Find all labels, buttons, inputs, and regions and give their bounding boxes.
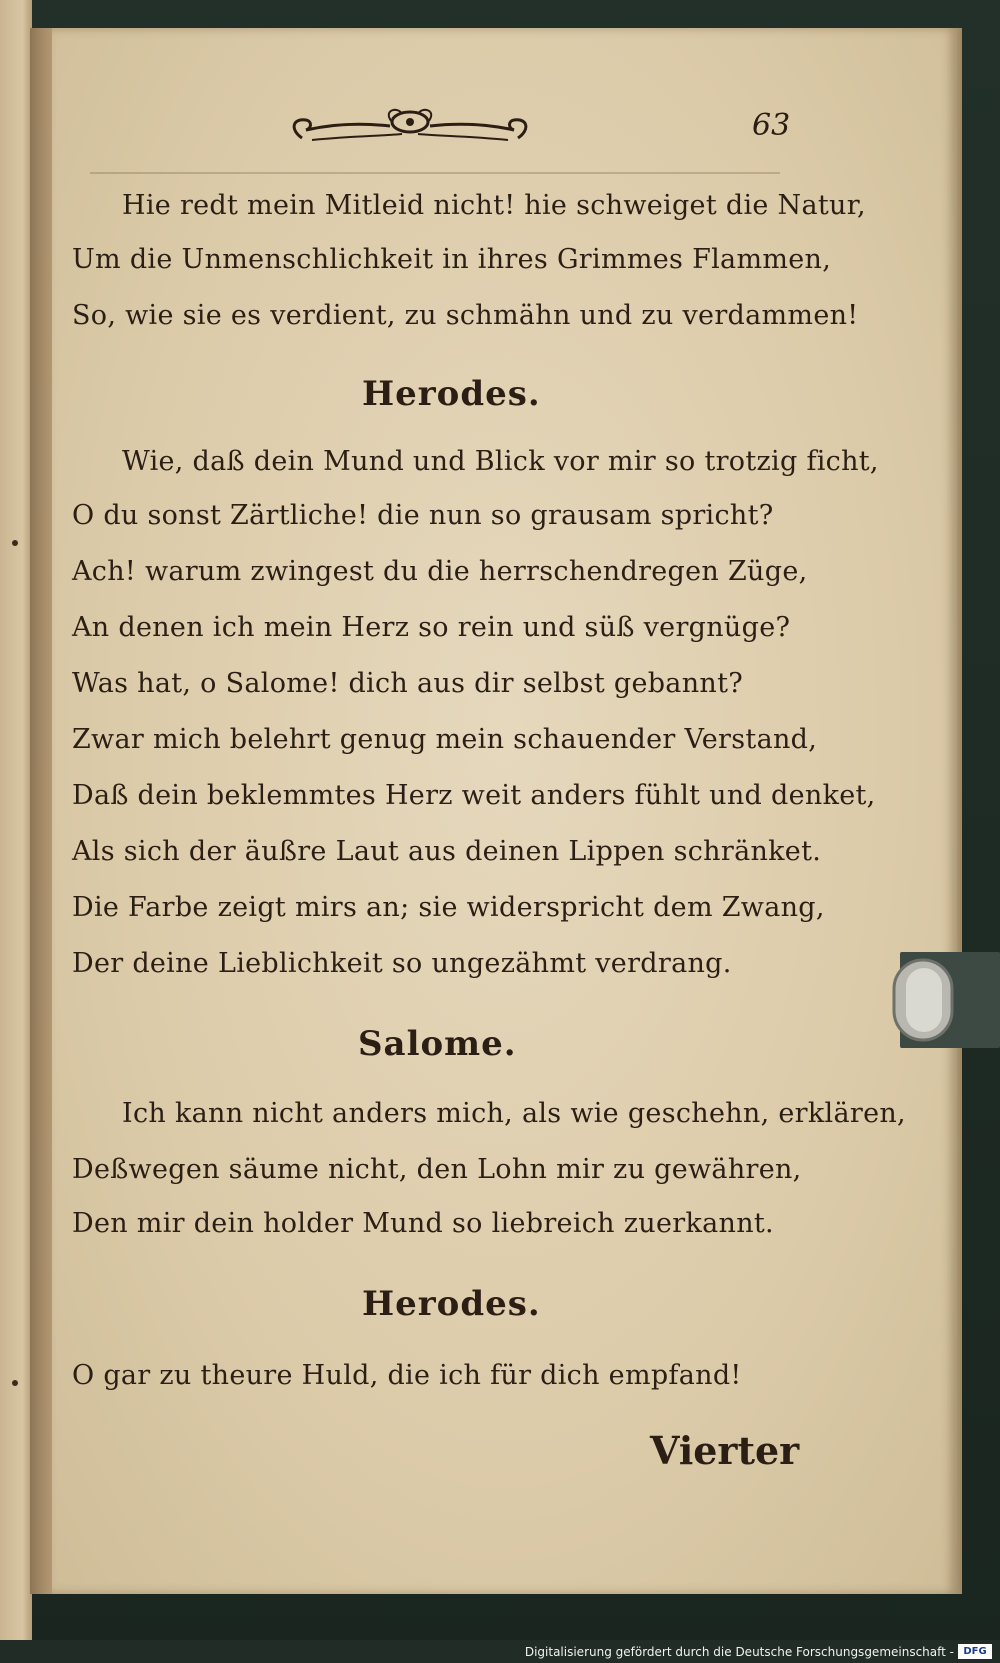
verse-line: Deßwegen säume nicht, den Lohn mir zu gewähren, <box>72 1154 802 1185</box>
verse-line: Die Farbe zeigt mirs an; sie widerspricht dem Zwang, <box>72 892 825 923</box>
header-rule <box>90 172 780 174</box>
catchword: Vierter <box>650 1428 800 1473</box>
speaker-heading: Herodes. <box>362 1284 541 1324</box>
previous-page-edge <box>0 0 32 1640</box>
verse-line: Was hat, o Salome! dich aus dir selbst gebannt? <box>72 668 744 699</box>
verse-line: Daß dein beklemmtes Herz weit anders fühlt und denket, <box>72 780 876 811</box>
verse-line: O gar zu theure Huld, die ich für dich empfand! <box>72 1360 742 1391</box>
speaker-heading: Salome. <box>358 1024 517 1064</box>
verse-line: Hie redt mein Mitleid nicht! hie schweiget die Natur, <box>122 190 866 221</box>
dfg-logo: DFG <box>958 1644 992 1659</box>
verse-line: Ich kann nicht anders mich, als wie geschehn, erklären, <box>122 1098 906 1129</box>
verse-line: Ach! warum zwingest du die herrschendregen Züge, <box>72 556 808 587</box>
funding-notice: Digitalisierung gefördert durch die Deutsche Forschungsgemeinschaft - <box>524 1645 954 1659</box>
book-gutter <box>30 28 54 1594</box>
verse-line: An denen ich mein Herz so rein und süß vergnüge? <box>72 612 791 643</box>
verse-line: Den mir dein holder Mund so liebreich zuerkannt. <box>72 1208 774 1239</box>
verse-line: So, wie sie es verdient, zu schmähn und zu verdammen! <box>72 300 859 331</box>
verse-line: Wie, daß dein Mund und Blick vor mir so trotzig ficht, <box>122 446 879 477</box>
head-ornament-icon <box>282 100 538 156</box>
verse-line: O du sonst Zärtliche! die nun so grausam spricht? <box>72 500 774 531</box>
verse-line: Als sich der äußre Laut aus deinen Lippen schränket. <box>72 836 822 867</box>
page-number: 63 <box>752 108 791 143</box>
speaker-heading: Herodes. <box>362 374 541 414</box>
ink-mark <box>12 540 18 546</box>
verse-line: Der deine Lieblichkeit so ungezähmt verdrang. <box>72 948 732 979</box>
verse-line: Zwar mich belehrt genug mein schauender Verstand, <box>72 724 818 755</box>
ink-mark <box>12 1380 18 1386</box>
verse-line: Um die Unmenschlichkeit in ihres Grimmes Flammen, <box>72 244 832 275</box>
page-clamp-icon <box>880 950 1000 1050</box>
